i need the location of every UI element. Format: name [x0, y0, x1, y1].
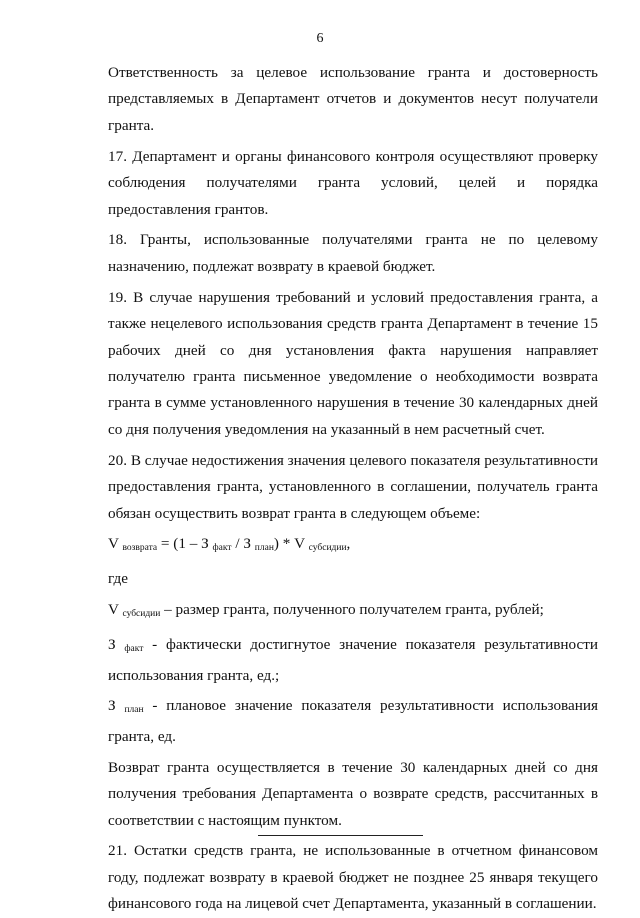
paragraph-19: 19. В случае нарушения требований и условий предоставления гранта, а также нецелевого использования средств гранта Департамент в течение 15 рабочих дней со дня установления факта нарушения направляет получателю гранта письменное уведомление о необходимости возврата гранта в сумме установленного нарушения в течение 30 календарных дней со дня получения уведомления на указанный в нем расчетный счет.: [108, 288, 598, 438]
paragraph-21: 21. Остатки средств гранта, не использованные в отчетном финансовом году, подлежат возврату в краевой бюджет не позднее 25 января текущего финансового года на лицевой счет Департамента, указанный в соглашении.: [108, 842, 598, 913]
paragraph-responsibility: Ответственность за целевое использование гранта и достоверность представляемых в Департамент отчетов и документов несут получатели гранта.: [108, 64, 598, 134]
formula-z1-sub: факт: [212, 543, 232, 554]
paragraph-17: 17. Департамент и органы финансового контроля осуществляют проверку соблюдения получателями гранта условий, целей и порядка предоставления грантов.: [108, 147, 598, 218]
formula-v-sub: возврата: [122, 543, 158, 554]
page-number: 6: [316, 31, 324, 46]
definition-z-plan: [108, 693, 598, 750]
formula-end: ,: [346, 535, 351, 553]
formula-z2-sub: план: [254, 543, 274, 554]
formula-v: V: [108, 535, 119, 553]
def-plan-text: - плановое значение показателя результативности использования гранта, ед.: [108, 697, 598, 745]
where-label: где: [108, 570, 128, 588]
definition-z-fact: [108, 632, 598, 689]
def-v-sub: субсидии: [122, 609, 161, 620]
paragraph-return: Возврат гранта осуществляется в течение 30 календарных дней со дня получения требования Департамента о возврате средств, рассчитанных в соответствии с настоящим пунктом.: [108, 758, 598, 829]
formula-eq: = (1 – З: [157, 535, 213, 553]
formula-vs-sub: субсидии: [308, 543, 347, 554]
definition-v-subsidy: [108, 597, 598, 627]
document-body: [108, 60, 598, 918]
def-fact-text: - фактически достигнутое значение показателя результативности использования гранта, ед.;: [108, 636, 599, 684]
formula: [108, 531, 598, 561]
def-fact-symbol: З: [108, 636, 116, 654]
def-plan-sub: план: [124, 705, 144, 716]
paragraph-18: 18. Гранты, использованные получателями гранта не по целевому назначению, подлежат возврату в краевой бюджет.: [108, 231, 598, 275]
def-v-symbol: V: [108, 601, 119, 619]
def-fact-sub: факт: [124, 644, 144, 655]
paragraph-20: 20. В случае недостижения значения целевого показателя результативности предоставления гранта, установленного в соглашении, получатель гранта обязан осуществить возврат гранта в следующем объеме:: [108, 451, 598, 522]
def-plan-symbol: З: [108, 697, 116, 715]
formula-slash: / З: [231, 535, 255, 553]
formula-mul: ) * V: [273, 535, 309, 553]
end-separator-line: [258, 835, 423, 836]
def-v-text: – размер гранта, полученного получателем гранта, рублей;: [160, 601, 544, 619]
